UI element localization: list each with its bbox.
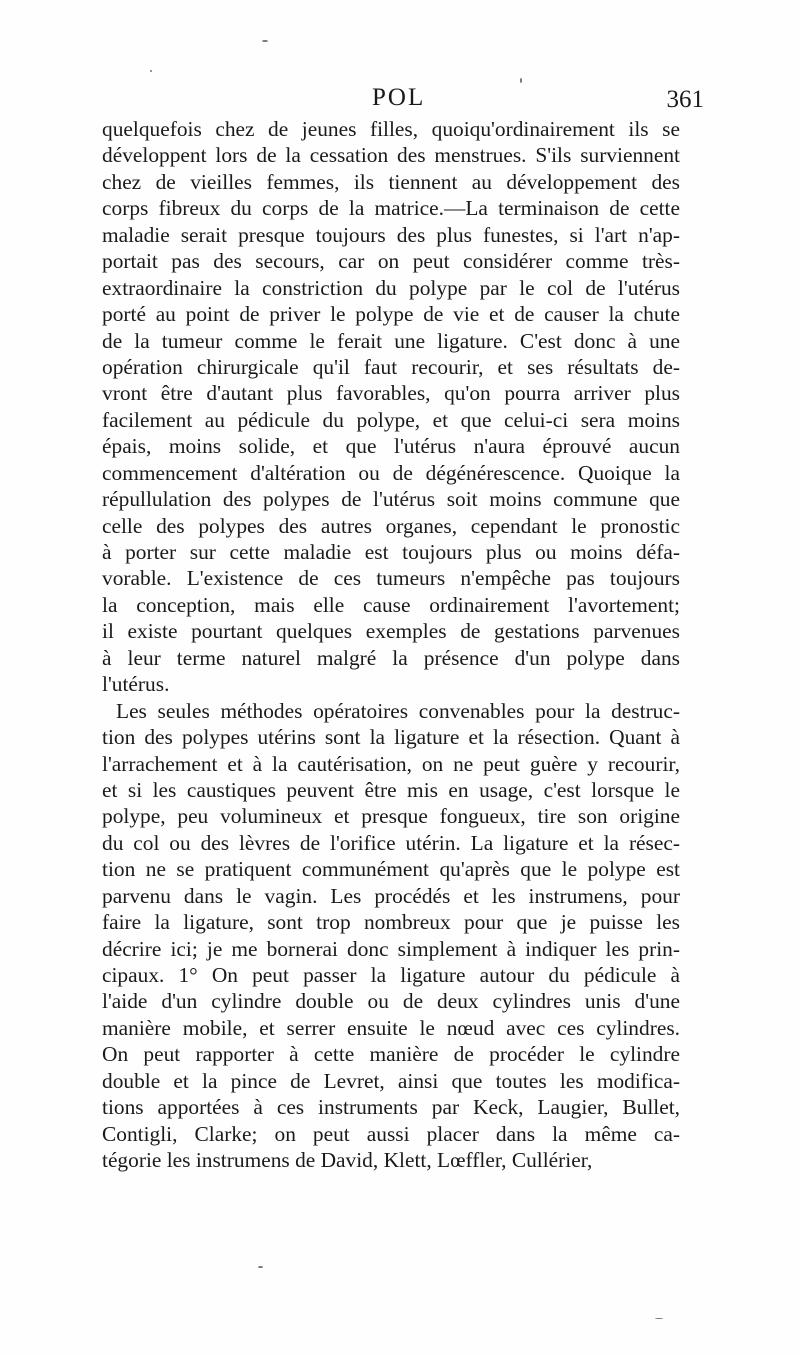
body-text [102, 116, 680, 1174]
text-line: cipaux. 1° On peut passer la ligature autour du pédicule à [102, 963, 680, 987]
paragraph [102, 698, 680, 1174]
text-line: répullulation des polypes de l'utérus soit moins commune que [102, 487, 680, 512]
text-line: tion des polypes utérins sont la ligature et la résection. Quant à [102, 725, 680, 750]
text-line: épais, moins solide, et que l'utérus n'aura éprouvé aucun [102, 434, 680, 459]
text-line: extraordinaire la constriction du polype par le col de l'utérus [102, 275, 680, 300]
text-line: quelquefois chez de jeunes filles, quoiqu'ordinairement ils se [102, 117, 680, 141]
text-line: tions apportées à ces instruments par Keck, Laugier, Bullet, [102, 1095, 680, 1120]
print-speck [655, 1318, 663, 1319]
text-line: polype, peu volumineux et presque fongueux, tire son origine [102, 804, 680, 829]
text-line: Contigli, Clarke; on peut aussi placer dans la même ca- [102, 1121, 680, 1146]
text-line: celle des polypes des autres organes, cependant le pronostic [102, 513, 680, 538]
text-line: l'utérus. [102, 672, 170, 697]
print-speck [258, 1266, 263, 1268]
text-line: parvenu dans le vagin. Les procédés et les instrumens, pour [102, 883, 680, 908]
text-line: l'arrachement et à la cautérisation, on ne peut guère y recourir, [102, 751, 680, 776]
print-speck [520, 78, 522, 83]
running-head-title: POL [372, 84, 426, 111]
page-number: 361 [666, 86, 704, 113]
text-line: On peut rapporter à cette manière de procéder le cylindre [102, 1042, 680, 1067]
text-line: tion ne se pratiquent communément qu'après que le polype est [102, 857, 680, 882]
text-line: facilement au pédicule du polype, et que celui-ci sera moins [102, 407, 680, 432]
paragraph [102, 116, 680, 698]
text-line: et si les caustiques peuvent être mis en usage, c'est lorsque le [102, 777, 680, 802]
print-speck [262, 40, 268, 42]
text-line: à porter sur cette maladie est toujours plus ou moins défa- [102, 540, 680, 564]
text-line: du col ou des lèvres de l'orifice utérin. La ligature et la résec- [102, 830, 680, 855]
text-line: décrire ici; je me bornerai donc simplement à indiquer les prin- [102, 936, 680, 961]
text-line: développent lors de la cessation des menstrues. S'ils surviennent [102, 143, 680, 168]
text-line: l'aide d'un cylindre double ou de deux cylindres unis d'une [102, 989, 680, 1014]
text-line: il existe pourtant quelques exemples de gestations parvenues [102, 619, 680, 644]
text-line: maladie serait presque toujours des plus funestes, si l'art n'ap- [102, 222, 680, 247]
text-line: vront être d'autant plus favorables, qu'on pourra arriver plus [102, 381, 680, 406]
text-line: double et la pince de Levret, ainsi que toutes les modifica- [102, 1068, 680, 1093]
running-head [100, 84, 704, 120]
text-line: Les seules méthodes opératoires convenables pour la destruc- [116, 698, 680, 723]
text-line: tégorie les instrumens de David, Klett, Lœffler, Cullérier, [102, 1148, 593, 1173]
text-line: à leur terme naturel malgré la présence d'un polype dans [102, 645, 680, 670]
text-line: manière mobile, et serrer ensuite le nœud avec ces cylindres. [102, 1015, 680, 1040]
text-line: commencement d'altération ou de dégénérescence. Quoique la [102, 460, 680, 485]
print-speck [150, 70, 152, 72]
text-line: faire la ligature, sont trop nombreux pour que je puisse les [102, 910, 680, 935]
text-line: la conception, mais elle cause ordinairement l'avortement; [102, 592, 680, 617]
text-line: chez de vieilles femmes, ils tiennent au développement des [102, 169, 680, 194]
text-line: porté au point de priver le polype de vie et de causer la chute [102, 302, 680, 327]
text-line: opération chirurgicale qu'il faut recourir, et ses résultats de- [102, 354, 680, 379]
text-line: corps fibreux du corps de la matrice.—La terminaison de cette [102, 196, 680, 221]
text-line: portait pas des secours, car on peut considérer comme très- [102, 249, 680, 274]
text-line: de la tumeur comme le ferait une ligature. C'est donc à une [102, 328, 680, 353]
text-line: vorable. L'existence de ces tumeurs n'empêche pas toujours [102, 566, 680, 591]
